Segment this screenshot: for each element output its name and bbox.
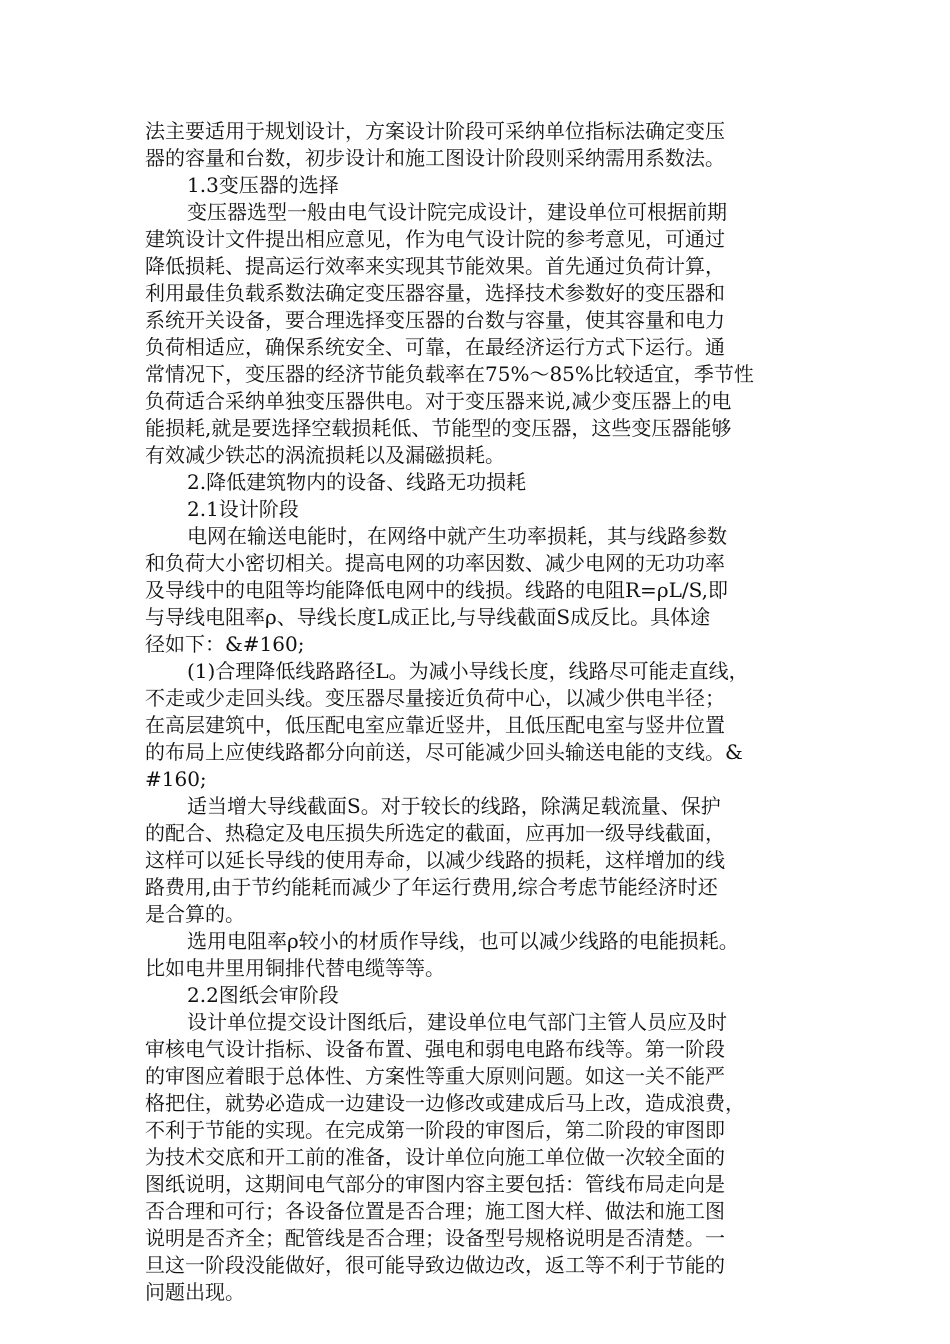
text-line: 不走或少走回头线。变压器尽量接近负荷中心，以减少供电半径； <box>145 686 725 710</box>
text-line: 否合理和可行；各设备位置是否合理；施工图大样、做法和施工图 <box>145 1199 725 1223</box>
text-line: 比如电井里用铜排代替电缆等等。 <box>145 956 445 980</box>
text-line: 设计单位提交设计图纸后，建设单位电气部门主管人员应及时 <box>187 1010 727 1034</box>
section-heading: 2.1设计阶段 <box>187 497 299 521</box>
text-line: 利用最佳负载系数法确定变压器容量，选择技术参数好的变压器和 <box>145 281 725 305</box>
text-line: 的配合、热稳定及电压损失所选定的截面，应再加一级导线截面， <box>145 821 725 845</box>
text-line: 降低损耗、提高运行效率来实现其节能效果。首先通过负荷计算， <box>145 254 725 278</box>
text-line: 系统开关设备，要合理选择变压器的台数与容量，使其容量和电力 <box>145 308 725 332</box>
text-line <box>145 1306 825 1333</box>
text-line: 的布局上应使线路都分向前送，尽可能减少回头输送电能的支线。& <box>145 740 743 764</box>
text-line: 是合算的。 <box>145 902 245 926</box>
text-line: 审核电气设计指标、设备布置、强电和弱电电路布线等。第一阶段 <box>145 1037 725 1061</box>
text-line: 器的容量和台数，初步设计和施工图设计阶段则采纳需用系数法。 <box>145 146 725 170</box>
text-line: 径如下：&#160; <box>145 632 305 656</box>
text-line: 问题出现。 <box>145 1280 245 1304</box>
text-line: 说明是否齐全；配管线是否合理；设备型号规格说明是否清楚。一 <box>145 1226 725 1250</box>
section-heading: 2.降低建筑物内的设备、线路无功损耗 <box>187 470 527 494</box>
text-line: 格把住，就势必造成一边建设一边修改或建成后马上改，造成浪费， <box>145 1091 745 1115</box>
text-line: 适当增大导线截面S。对于较长的线路，除满足载流量、保护 <box>187 794 721 818</box>
text-line: 能损耗,就是要选择空载损耗低、节能型的变压器，这些变压器能够 <box>145 416 732 440</box>
text-line: (1)合理降低线路路径L。为减小导线长度，线路尽可能走直线， <box>187 659 749 683</box>
text-line: 负荷相适应，确保系统安全、可靠，在最经济运行方式下运行。通 <box>145 335 725 359</box>
text-line: 和负荷大小密切相关。提高电网的功率因数、减少电网的无功功率 <box>145 551 725 575</box>
text-line: 为技术交底和开工前的准备，设计单位向施工单位做一次较全面的 <box>145 1145 725 1169</box>
text-line: 在高层建筑中，低压配电室应靠近竖井，且低压配电室与竖井位置 <box>145 713 725 737</box>
text-line: 路费用,由于节约能耗而减少了年运行费用,综合考虑节能经济时还 <box>145 875 718 899</box>
text-line: 旦这一阶段没能做好，很可能导致边做边改，返工等不利于节能的 <box>145 1253 725 1277</box>
section-heading: 2.2图纸会审阶段 <box>187 983 339 1007</box>
text-line: 电网在输送电能时，在网络中就产生功率损耗，其与线路参数 <box>187 524 727 548</box>
text-line: 不利于节能的实现。在完成第一阶段的审图后，第二阶段的审图即 <box>145 1118 725 1142</box>
text-line: 常情况下，变压器的经济节能负载率在75%～85%比较适宜，季节性 <box>145 362 754 386</box>
text-line: 法主要适用于规划设计，方案设计阶段可采纳单位指标法确定变压 <box>145 119 725 143</box>
text-line: 这样可以延长导线的使用寿命，以减少线路的损耗，这样增加的线 <box>145 848 725 872</box>
text-line: 建筑设计文件提出相应意见，作为电气设计院的参考意见，可通过 <box>145 227 725 251</box>
text-line: 有效减少铁芯的涡流损耗以及漏磁损耗。 <box>145 443 505 467</box>
text-line: 变压器选型一般由电气设计院完成设计，建设单位可根据前期 <box>187 200 727 224</box>
text-line: 负荷适合采纳单独变压器供电。对于变压器来说,减少变压器上的电 <box>145 389 732 413</box>
text-line: #160; <box>145 767 207 791</box>
text-line: 选用电阻率ρ较小的材质作导线，也可以减少线路的电能损耗。 <box>187 929 739 953</box>
text-line: 图纸说明，这期间电气部分的审图内容主要包括：管线布局走向是 <box>145 1172 725 1196</box>
section-heading: 1.3变压器的选择 <box>187 173 339 197</box>
text-line: 及导线中的电阻等均能降低电网中的线损。线路的电阻R=ρL/S,即 <box>145 578 728 602</box>
text-line: 的审图应着眼于总体性、方案性等重大原则问题。如这一关不能严 <box>145 1064 725 1088</box>
text-line: 与导线电阻率ρ、导线长度L成正比,与导线截面S成反比。具体途 <box>145 605 711 629</box>
document-body <box>145 118 825 1333</box>
